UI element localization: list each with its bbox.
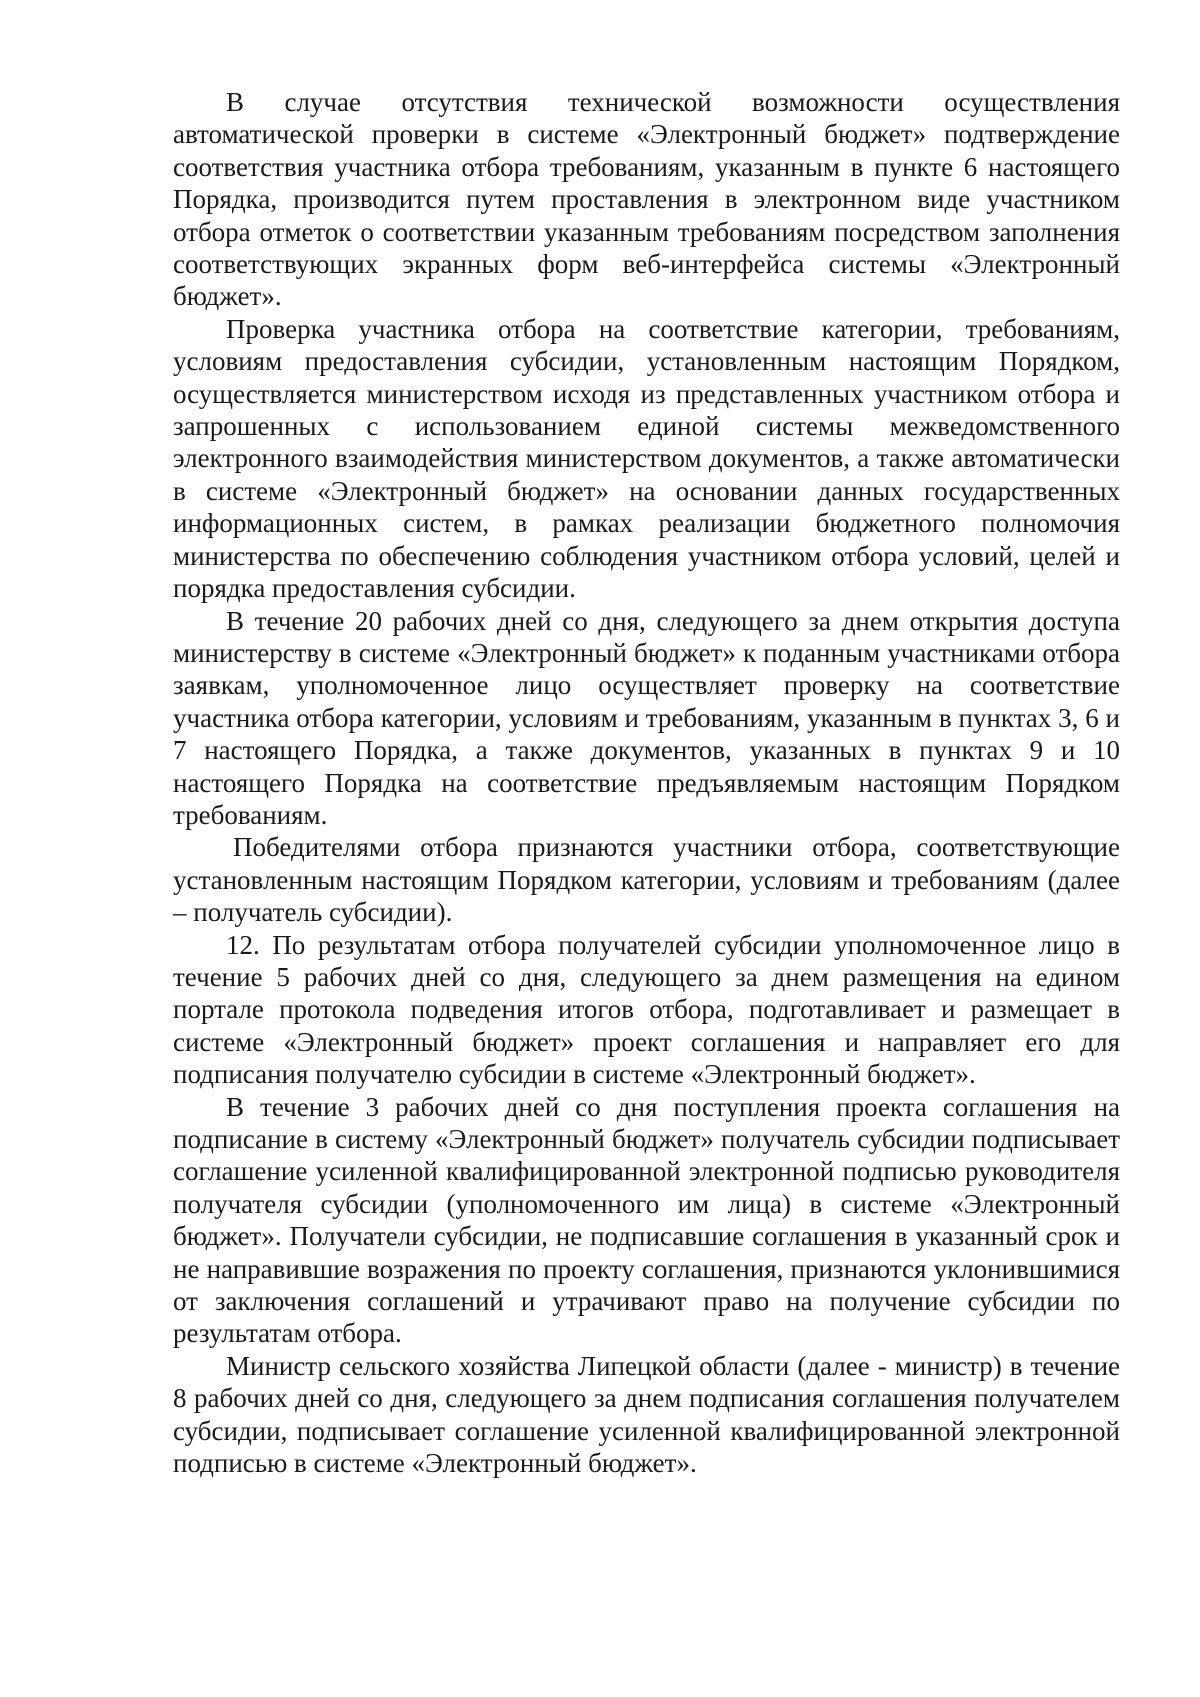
paragraph-item-12: 12. По результатам отбора получателей субсидии уполномоченное лицо в течение 5 рабочих дней со дня, следующего за днем размещения на едином портале протокола подведения итогов отбора, подготавливает и размещает в системе «Электронный бюджет» проект соглашения и направляет его для подписания получателю субсидии в системе «Электронный бюджет». (173, 929, 1120, 1090)
paragraph-20-days-review: В течение 20 рабочих дней со дня, следующего за днем открытия доступа министерству в системе «Электронный бюджет» к поданным участниками отбора заявкам, уполномоченное лицо осуществляет проверку на соответствие участника отбора категории, условиям и требованиям, указанным в пунктах 3, 6 и 7 настоящего Порядка, а также документов, указанных в пунктах 9 и 10 настоящего Порядка на соответствие предъявляемым настоящим Порядком требованиям. (173, 605, 1120, 830)
document-page (173, 86, 1120, 1479)
paragraph-minister-signing: Министр сельского хозяйства Липецкой области (далее - министр) в течение 8 рабочих дней со дня, следующего за днем подписания соглашения получателем субсидии, подписывает соглашение усиленной квалифицированной электронной подписью в системе «Электронный бюджет». (173, 1350, 1120, 1479)
paragraph-participant-check: Проверка участника отбора на соответствие категории, требованиям, условиям предоставления субсидии, установленным настоящим Порядком, осуществляется министерством исходя из представленных участником отбора и запрошенных с использованием единой системы межведомственного электронного взаимодействия министерством документов, а также автоматически в системе «Электронный бюджет» на основании данных государственных информационных систем, в рамках реализации бюджетного полномочия министерства по обеспечению соблюдения участником отбора условий, целей и порядка предоставления субсидии. (173, 313, 1120, 604)
paragraph-winners: Победителями отбора признаются участники отбора, соответствующие установленным настоящим Порядком категории, условиям и требованиям (далее – получатель субсидии). (173, 832, 1120, 928)
paragraph-technical-impossibility: В случае отсутствия технической возможности осуществления автоматической проверки в системе «Электронный бюджет» подтверждение соответствия участника отбора требованиям, указанным в пункте 6 настоящего Порядка, производится путем проставления в электронном виде участником отбора отметок о соответствии указанным требованиям посредством заполнения соответствующих экранных форм веб-интерфейса системы «Электронный бюджет». (173, 87, 1120, 312)
paragraph-3-days-signing: В течение 3 рабочих дней со дня поступления проекта соглашения на подписание в систему «Электронный бюджет» получатель субсидии подписывает соглашение усиленной квалифицированной электронной подписью руководителя получателя субсидии (уполномоченного им лица) в системе «Электронный бюджет». Получатели субсидии, не подписавшие соглашения в указанный срок и не направившие возражения по проекту соглашения, признаются уклонившимися от заключения соглашений и утрачивают право на получение субсидии по результатам отбора. (173, 1091, 1120, 1349)
